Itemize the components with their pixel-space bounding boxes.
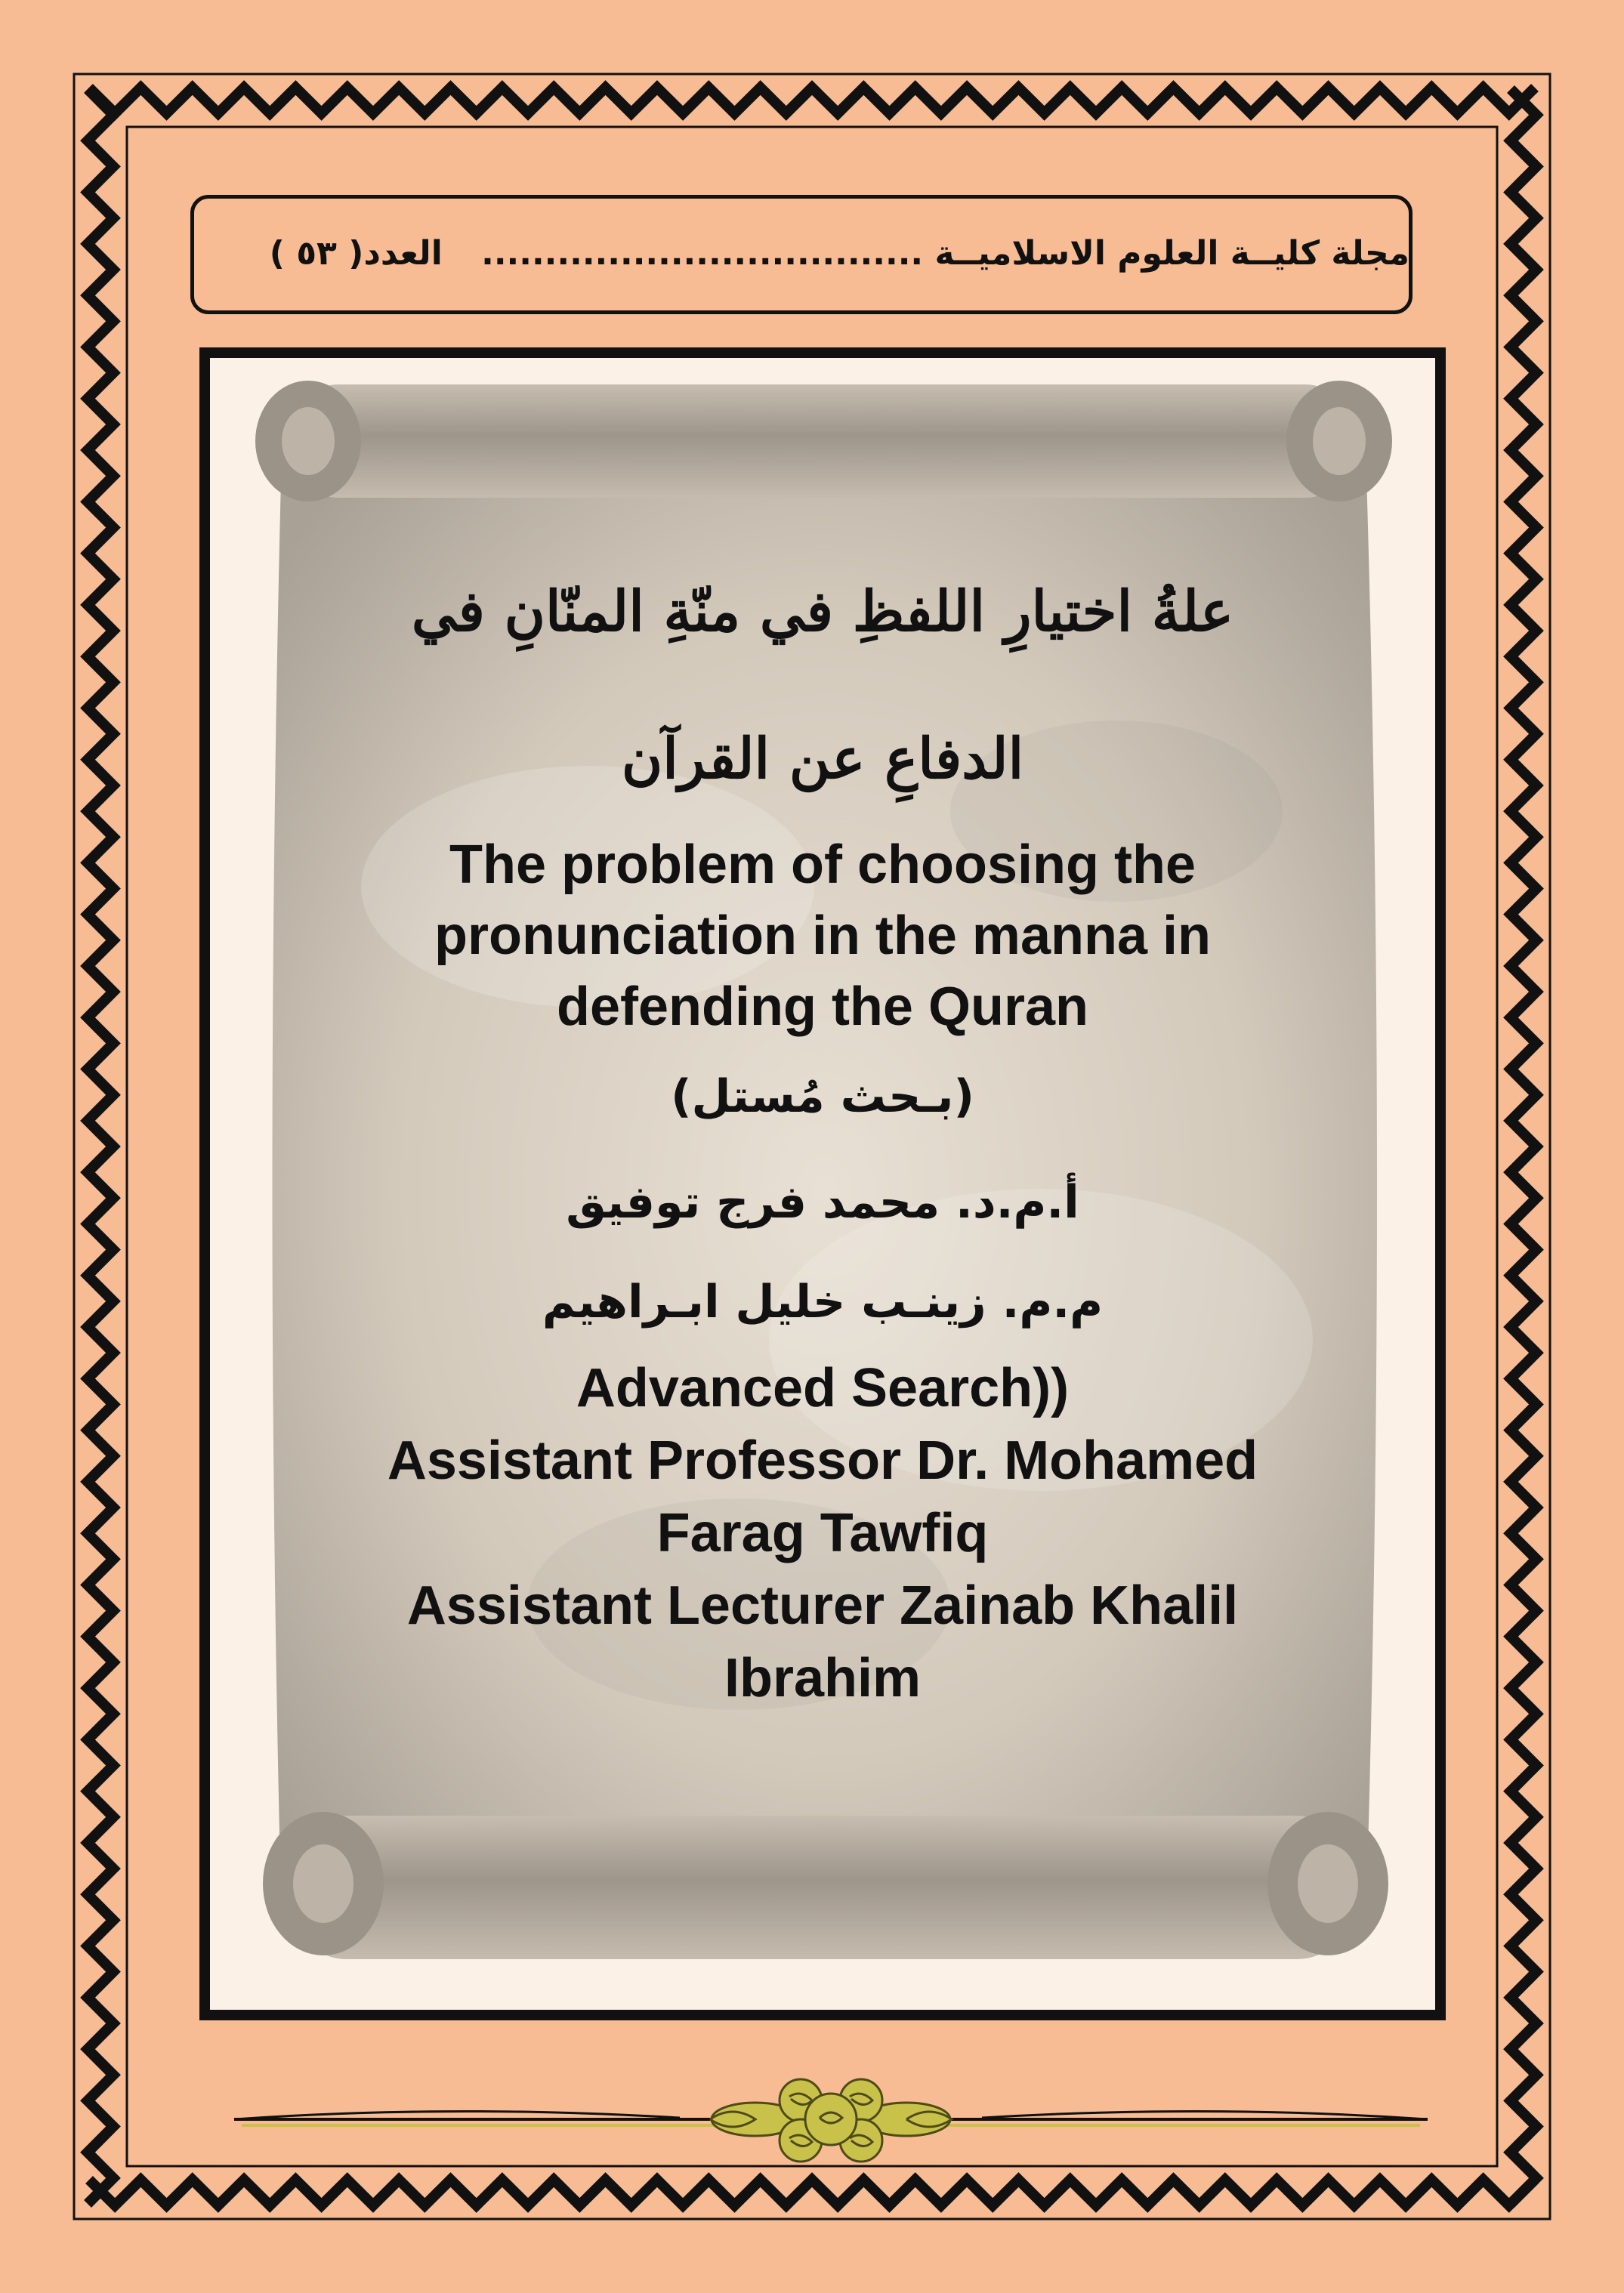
english-authors-line5: Ibrahim (724, 1648, 922, 1708)
zigzag-segment (89, 88, 1535, 113)
english-title-line2: pronunciation in the manna in (434, 906, 1211, 966)
zigzag-segment (1511, 89, 1536, 2204)
arabic-title-line2: الدفاعِ عن القرآن (621, 727, 1024, 792)
english-title-line3: defending the Quran (556, 977, 1088, 1037)
english-title-line1: The problem of choosing the (449, 835, 1196, 895)
english-authors-line4: Assistant Lecturer Zainab Khalil (406, 1575, 1239, 1636)
zigzag-segment (89, 2180, 1535, 2205)
research-type: (بـحث مُستل) (671, 1070, 974, 1123)
arabic-title-line1: علةُ اختيارِ اللفظِ في منّةِ المنّانِ في (411, 579, 1234, 644)
english-authors-line2: Assistant Professor Dr. Mohamed (387, 1430, 1258, 1491)
arabic-author-1: أ.م.د. محمد فرج توفيق (566, 1176, 1079, 1229)
issue-number: العدد( ٥٣ ) (269, 234, 443, 273)
journal-header (269, 231, 1409, 276)
floral-divider-ornament (227, 2059, 1435, 2180)
english-authors-line1: Advanced Search)) (576, 1358, 1070, 1418)
zigzag-segment (88, 89, 113, 2204)
journal-name: مجلة كليــة العلوم الاسلاميــة ................................... (481, 234, 1409, 273)
english-authors-line3: Farag Tawfiq (656, 1503, 989, 1563)
arabic-author-2: م.م. زينـب خليل ابـراهيم (542, 1276, 1104, 1329)
